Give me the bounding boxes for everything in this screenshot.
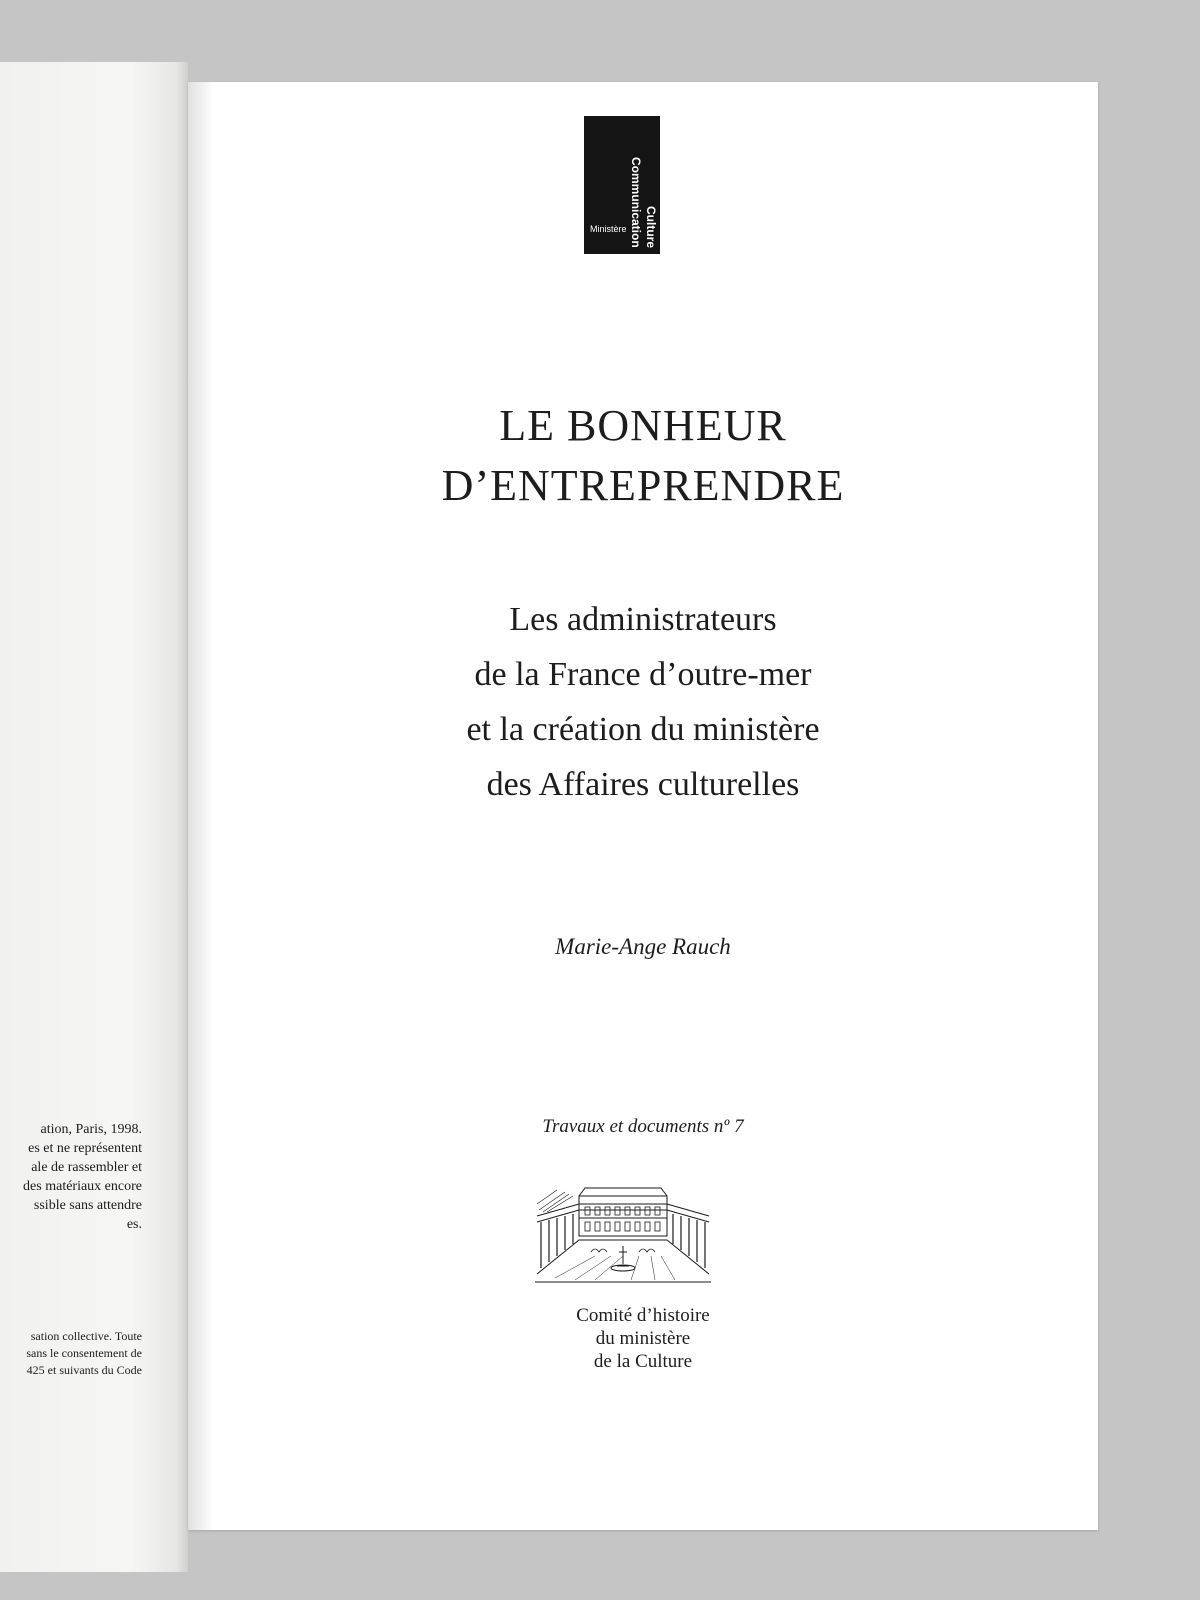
publisher-line: du ministère bbox=[595, 1328, 691, 1349]
logo-word-culture: Culture bbox=[644, 206, 658, 248]
book-subtitle-line: et la création du ministère bbox=[466, 711, 820, 748]
previous-page-line: es. bbox=[126, 1217, 142, 1232]
previous-page-copyright-block bbox=[0, 1328, 142, 1379]
logo-word-communication: Communication bbox=[629, 157, 643, 248]
previous-page-line: ale de rassembler et bbox=[31, 1160, 142, 1175]
previous-page bbox=[0, 62, 188, 1572]
title-page bbox=[188, 82, 1098, 1530]
previous-page-line: ation, Paris, 1998. bbox=[40, 1122, 142, 1137]
book-title-line: D’ENTREPRENDRE bbox=[441, 461, 845, 510]
publisher bbox=[188, 1304, 1098, 1373]
previous-page-line: des matériaux encore bbox=[23, 1179, 142, 1194]
palais-royal-engraving bbox=[535, 1182, 711, 1286]
book-title bbox=[188, 396, 1098, 516]
previous-page-text-block bbox=[0, 1120, 142, 1234]
ministry-logo bbox=[584, 116, 660, 254]
previous-page-line: ssible sans attendre bbox=[33, 1198, 142, 1213]
previous-page-line: 425 et suivants du Code bbox=[26, 1363, 142, 1377]
series-name: Travaux et documents nº 7 bbox=[542, 1116, 744, 1137]
publisher-line: de la Culture bbox=[593, 1351, 693, 1372]
book-subtitle-line: des Affaires culturelles bbox=[486, 766, 800, 803]
author-name: Marie-Ange Rauch bbox=[555, 934, 731, 959]
book-title-line: LE BONHEUR bbox=[499, 401, 787, 450]
book-subtitle-line: de la France d’outre-mer bbox=[474, 656, 812, 693]
previous-page-line: es et ne représentent bbox=[28, 1141, 142, 1156]
publisher-line: Comité d’histoire bbox=[576, 1305, 710, 1326]
previous-page-line: sans le consentement de bbox=[26, 1346, 142, 1360]
logo-word-ministere: Ministère bbox=[590, 224, 627, 234]
book-subtitle-line: Les administrateurs bbox=[509, 601, 777, 638]
logo-vertical-text bbox=[626, 120, 658, 248]
previous-page-line: sation collective. Toute bbox=[30, 1329, 142, 1343]
book-subtitle bbox=[188, 592, 1098, 812]
